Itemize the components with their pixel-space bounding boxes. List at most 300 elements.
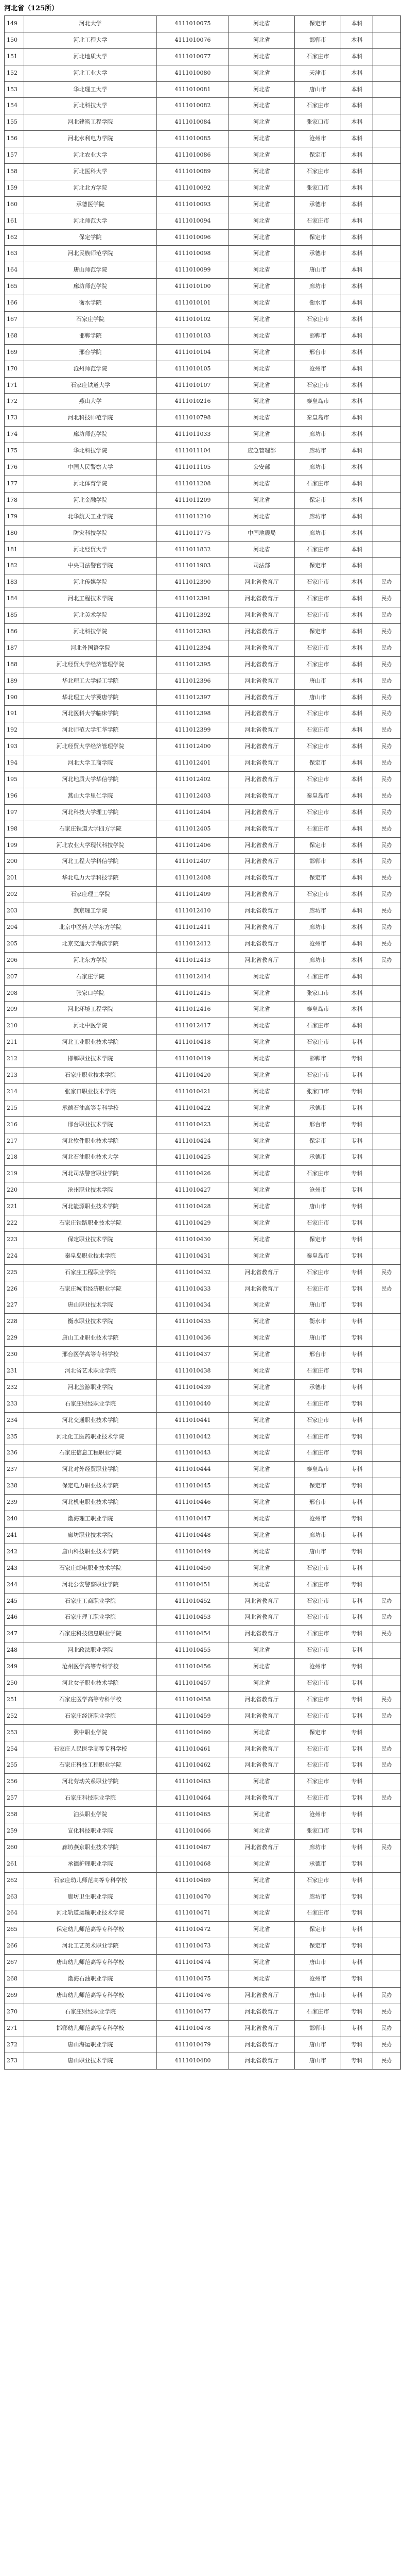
table-row — [5, 526, 401, 542]
note-cell: 民办 — [373, 1988, 401, 2004]
table-row — [5, 690, 401, 706]
table-row — [5, 772, 401, 788]
table-row — [5, 32, 401, 49]
school-code-cell: 4111011832 — [157, 542, 229, 558]
row-number-cell: 189 — [5, 673, 24, 689]
school-code-cell: 4111010096 — [157, 230, 229, 246]
table-row — [5, 427, 401, 443]
note-cell — [373, 1314, 401, 1330]
table-row — [5, 2021, 401, 2037]
level-cell: 本科 — [341, 82, 373, 98]
school-code-cell: 4111010075 — [157, 16, 229, 32]
level-cell: 专科 — [341, 1248, 373, 1264]
location-cell: 石家庄市 — [295, 969, 341, 985]
location-cell: 保定市 — [295, 147, 341, 163]
level-cell: 本科 — [341, 361, 373, 377]
row-number-cell: 201 — [5, 870, 24, 886]
row-number-cell: 183 — [5, 574, 24, 590]
row-number-cell: 187 — [5, 640, 24, 656]
table-row — [5, 739, 401, 755]
table-row — [5, 213, 401, 230]
authority-cell: 河北省 — [229, 1955, 295, 1971]
level-cell: 专科 — [341, 1544, 373, 1560]
note-cell — [373, 1330, 401, 1346]
authority-cell: 河北省 — [229, 1889, 295, 1905]
note-cell: 民办 — [373, 1840, 401, 1856]
row-number-cell: 159 — [5, 180, 24, 196]
row-number-cell: 192 — [5, 722, 24, 738]
school-name-cell: 河北北方学院 — [24, 180, 157, 196]
note-cell: 民办 — [373, 574, 401, 590]
location-cell: 石家庄市 — [295, 722, 341, 738]
authority-cell: 河北省 — [229, 246, 295, 262]
level-cell: 专科 — [341, 1692, 373, 1708]
row-number-cell: 225 — [5, 1265, 24, 1281]
authority-cell: 河北省 — [229, 345, 295, 361]
school-name-cell: 河北医科大学 — [24, 164, 157, 180]
location-cell: 秦皇岛市 — [295, 1462, 341, 1478]
location-cell: 石家庄市 — [295, 607, 341, 623]
authority-cell: 河北省 — [229, 197, 295, 213]
authority-cell: 河北省教育厅 — [229, 936, 295, 952]
level-cell: 专科 — [341, 1988, 373, 2004]
row-number-cell: 197 — [5, 805, 24, 821]
authority-cell: 河北省教育厅 — [229, 624, 295, 640]
school-code-cell: 4111010798 — [157, 410, 229, 426]
school-name-cell: 唐山职业技术学院 — [24, 2053, 157, 2069]
authority-cell: 河北省教育厅 — [229, 657, 295, 673]
level-cell: 专科 — [341, 1955, 373, 1971]
authority-cell: 河北省教育厅 — [229, 2004, 295, 2020]
level-cell: 专科 — [341, 1182, 373, 1198]
note-cell: 民办 — [373, 722, 401, 738]
level-cell: 专科 — [341, 1067, 373, 1083]
school-name-cell: 沧州职业技术学院 — [24, 1182, 157, 1198]
authority-cell: 河北省 — [229, 1445, 295, 1461]
note-cell — [373, 295, 401, 311]
row-number-cell: 245 — [5, 1594, 24, 1609]
school-code-cell: 4111010434 — [157, 1297, 229, 1313]
school-code-cell: 4111010460 — [157, 1725, 229, 1741]
school-name-cell: 河北民族师范学院 — [24, 246, 157, 262]
school-code-cell: 4111010107 — [157, 378, 229, 394]
level-cell: 专科 — [341, 1215, 373, 1231]
school-code-cell: 4111010480 — [157, 2053, 229, 2069]
location-cell: 廊坊市 — [295, 460, 341, 476]
school-code-cell: 4111010089 — [157, 164, 229, 180]
school-name-cell: 石家庄财经职业学院 — [24, 2004, 157, 2020]
row-number-cell: 220 — [5, 1182, 24, 1198]
note-cell — [373, 1182, 401, 1198]
location-cell: 石家庄市 — [295, 1577, 341, 1593]
school-name-cell: 邯郸职业技术学院 — [24, 1051, 157, 1067]
row-number-cell: 244 — [5, 1577, 24, 1593]
authority-cell: 中国地震局 — [229, 526, 295, 541]
note-cell — [373, 1396, 401, 1412]
level-cell: 专科 — [341, 1823, 373, 1839]
level-cell: 本科 — [341, 410, 373, 426]
level-cell: 本科 — [341, 32, 373, 48]
row-number-cell: 162 — [5, 230, 24, 246]
location-cell: 张家口市 — [295, 1084, 341, 1100]
school-name-cell: 河北工程大学科信学院 — [24, 854, 157, 870]
note-cell — [373, 410, 401, 426]
note-cell — [373, 1938, 401, 1954]
row-number-cell: 208 — [5, 986, 24, 1002]
authority-cell: 河北省 — [229, 1922, 295, 1938]
school-name-cell: 河北经贸大学 — [24, 542, 157, 558]
note-cell — [373, 1297, 401, 1313]
school-name-cell: 石家庄城市经济职业学院 — [24, 1281, 157, 1297]
table-row — [5, 1790, 401, 1807]
school-code-cell: 4111010458 — [157, 1692, 229, 1708]
authority-cell: 河北省 — [229, 1117, 295, 1133]
authority-cell: 河北省 — [229, 1642, 295, 1658]
school-code-cell: 4111010476 — [157, 1988, 229, 2004]
level-cell: 本科 — [341, 574, 373, 590]
authority-cell: 河北省教育厅 — [229, 722, 295, 738]
location-cell: 保定市 — [295, 1232, 341, 1248]
row-number-cell: 261 — [5, 1856, 24, 1872]
school-name-cell: 保定学院 — [24, 230, 157, 246]
level-cell: 专科 — [341, 1084, 373, 1100]
authority-cell: 河北省 — [229, 1166, 295, 1182]
school-code-cell: 4111010468 — [157, 1856, 229, 1872]
location-cell: 廊坊市 — [295, 1528, 341, 1544]
location-cell: 石家庄市 — [295, 1413, 341, 1429]
location-cell: 唐山市 — [295, 1988, 341, 2004]
table-row — [5, 1380, 401, 1396]
level-cell: 专科 — [341, 2037, 373, 2053]
location-cell: 衡水市 — [295, 295, 341, 311]
location-cell: 石家庄市 — [295, 591, 341, 607]
row-number-cell: 258 — [5, 1807, 24, 1823]
page-title: 河北省（125所） — [4, 5, 59, 12]
note-cell: 民办 — [373, 690, 401, 706]
note-cell — [373, 180, 401, 196]
row-number-cell: 206 — [5, 953, 24, 969]
note-cell — [373, 1117, 401, 1133]
authority-cell: 河北省教育厅 — [229, 1626, 295, 1642]
row-number-cell: 216 — [5, 1117, 24, 1133]
table-row — [5, 1413, 401, 1429]
level-cell: 本科 — [341, 640, 373, 656]
note-cell: 民办 — [373, 2053, 401, 2069]
school-code-cell: 4111012405 — [157, 821, 229, 837]
level-cell: 专科 — [341, 1840, 373, 1856]
row-number-cell: 180 — [5, 526, 24, 541]
row-number-cell: 255 — [5, 1757, 24, 1773]
authority-cell: 河北省 — [229, 378, 295, 394]
school-code-cell: 4111010439 — [157, 1380, 229, 1396]
note-cell — [373, 16, 401, 32]
note-cell — [373, 1495, 401, 1511]
level-cell: 专科 — [341, 1708, 373, 1724]
location-cell: 沧州市 — [295, 361, 341, 377]
school-code-cell: 4111010456 — [157, 1659, 229, 1675]
school-name-cell: 衡水学院 — [24, 295, 157, 311]
location-cell: 保定市 — [295, 624, 341, 640]
table-row — [5, 1215, 401, 1232]
row-number-cell: 168 — [5, 328, 24, 344]
table-row — [5, 312, 401, 328]
location-cell: 石家庄市 — [295, 1692, 341, 1708]
school-name-cell: 河北女子职业技术学院 — [24, 1675, 157, 1691]
school-code-cell: 4111011208 — [157, 476, 229, 492]
table-row — [5, 1018, 401, 1035]
level-cell: 本科 — [341, 65, 373, 81]
school-code-cell: 4111010451 — [157, 1577, 229, 1593]
level-cell: 专科 — [341, 1873, 373, 1889]
school-name-cell: 唐山师范学院 — [24, 262, 157, 278]
table-row — [5, 1905, 401, 1922]
level-cell: 本科 — [341, 1002, 373, 1018]
authority-cell: 河北省 — [229, 1478, 295, 1494]
school-name-cell: 保定职业技术学院 — [24, 1232, 157, 1248]
note-cell: 民办 — [373, 591, 401, 607]
row-number-cell: 170 — [5, 361, 24, 377]
table-row — [5, 1659, 401, 1675]
table-row — [5, 476, 401, 493]
authority-cell: 河北省 — [229, 180, 295, 196]
note-cell: 民办 — [373, 755, 401, 771]
authority-cell: 河北省 — [229, 1380, 295, 1396]
authority-cell: 河北省 — [229, 49, 295, 65]
note-cell — [373, 1807, 401, 1823]
note-cell — [373, 476, 401, 492]
school-name-cell: 河北科技学院 — [24, 624, 157, 640]
note-cell — [373, 1067, 401, 1083]
row-number-cell: 173 — [5, 410, 24, 426]
level-cell: 本科 — [341, 821, 373, 837]
row-number-cell: 179 — [5, 509, 24, 525]
table-row — [5, 1741, 401, 1758]
school-code-cell: 4111010469 — [157, 1873, 229, 1889]
level-cell: 本科 — [341, 591, 373, 607]
location-cell: 秦皇岛市 — [295, 410, 341, 426]
row-number-cell: 272 — [5, 2037, 24, 2053]
table-row — [5, 1478, 401, 1495]
authority-cell: 河北省教育厅 — [229, 1594, 295, 1609]
school-code-cell: 4111010470 — [157, 1889, 229, 1905]
school-code-cell: 4111011209 — [157, 493, 229, 509]
row-number-cell: 176 — [5, 460, 24, 476]
school-code-cell: 4111010466 — [157, 1823, 229, 1839]
school-code-cell: 4111010442 — [157, 1429, 229, 1445]
school-code-cell: 4111010467 — [157, 1840, 229, 1856]
authority-cell: 河北省 — [229, 1018, 295, 1034]
row-number-cell: 199 — [5, 838, 24, 854]
table-row — [5, 1199, 401, 1215]
school-code-cell: 4111010465 — [157, 1807, 229, 1823]
school-code-cell: 4111010457 — [157, 1675, 229, 1691]
table-row — [5, 640, 401, 657]
level-cell: 本科 — [341, 953, 373, 969]
table-row — [5, 1166, 401, 1182]
note-cell — [373, 1248, 401, 1264]
row-number-cell: 167 — [5, 312, 24, 328]
level-cell: 本科 — [341, 197, 373, 213]
note-cell: 民办 — [373, 1757, 401, 1773]
authority-cell: 河北省 — [229, 1330, 295, 1346]
school-name-cell: 邯郸幼儿师范高等专科学校 — [24, 2021, 157, 2037]
table-row — [5, 1577, 401, 1594]
level-cell: 专科 — [341, 1478, 373, 1494]
school-code-cell: 4111010077 — [157, 49, 229, 65]
level-cell: 本科 — [341, 838, 373, 854]
note-cell — [373, 1889, 401, 1905]
level-cell: 专科 — [341, 1659, 373, 1675]
school-code-cell: 4111012415 — [157, 986, 229, 1002]
table-row — [5, 1938, 401, 1955]
table-row — [5, 410, 401, 427]
authority-cell: 河北省 — [229, 1413, 295, 1429]
school-code-cell: 4111011105 — [157, 460, 229, 476]
note-cell — [373, 1544, 401, 1560]
school-code-cell: 4111012403 — [157, 788, 229, 804]
level-cell: 专科 — [341, 1314, 373, 1330]
row-number-cell: 228 — [5, 1314, 24, 1330]
table-row — [5, 1561, 401, 1577]
note-cell — [373, 1100, 401, 1116]
row-number-cell: 248 — [5, 1642, 24, 1658]
authority-cell: 河北省 — [229, 1774, 295, 1790]
school-code-cell: 4111011210 — [157, 509, 229, 525]
level-cell: 本科 — [341, 295, 373, 311]
location-cell: 石家庄市 — [295, 98, 341, 114]
location-cell: 石家庄市 — [295, 821, 341, 837]
note-cell — [373, 1642, 401, 1658]
school-name-cell: 廊坊职业技术学院 — [24, 1528, 157, 1544]
location-cell: 石家庄市 — [295, 1626, 341, 1642]
authority-cell: 河北省 — [229, 1248, 295, 1264]
authority-cell: 河北省 — [229, 1725, 295, 1741]
location-cell: 石家庄市 — [295, 1774, 341, 1790]
row-number-cell: 265 — [5, 1922, 24, 1938]
authority-cell: 河北省教育厅 — [229, 1265, 295, 1281]
row-number-cell: 166 — [5, 295, 24, 311]
school-name-cell: 石家庄人民医学高等专科学校 — [24, 1741, 157, 1757]
level-cell: 本科 — [341, 657, 373, 673]
level-cell: 专科 — [341, 1035, 373, 1050]
note-cell — [373, 1725, 401, 1741]
note-cell — [373, 427, 401, 443]
school-name-cell: 石家庄学院 — [24, 969, 157, 985]
note-cell — [373, 986, 401, 1002]
note-cell — [373, 460, 401, 476]
authority-cell: 河北省教育厅 — [229, 640, 295, 656]
row-number-cell: 266 — [5, 1938, 24, 1954]
location-cell: 石家庄市 — [295, 1281, 341, 1297]
school-name-cell: 河北外国语学院 — [24, 640, 157, 656]
authority-cell: 河北省教育厅 — [229, 870, 295, 886]
level-cell: 专科 — [341, 1938, 373, 1954]
authority-cell: 河北省 — [229, 1084, 295, 1100]
note-cell: 民办 — [373, 2004, 401, 2020]
school-name-cell: 河北农业大学 — [24, 147, 157, 163]
school-name-cell: 石家庄工程职业学院 — [24, 1265, 157, 1281]
row-number-cell: 164 — [5, 262, 24, 278]
row-number-cell: 172 — [5, 394, 24, 410]
authority-cell: 河北省 — [229, 1297, 295, 1313]
level-cell: 本科 — [341, 328, 373, 344]
level-cell: 本科 — [341, 49, 373, 65]
school-code-cell: 4111010463 — [157, 1774, 229, 1790]
school-code-cell: 4111012402 — [157, 772, 229, 788]
school-name-cell: 廊坊师范学院 — [24, 427, 157, 443]
table-row — [5, 1232, 401, 1248]
school-name-cell: 唐山职业技术学院 — [24, 1297, 157, 1313]
table-row — [5, 2053, 401, 2070]
school-name-cell: 石家庄邮电职业技术学院 — [24, 1561, 157, 1577]
school-name-cell: 冀中职业学院 — [24, 1725, 157, 1741]
school-code-cell: 4111010092 — [157, 180, 229, 196]
location-cell: 保定市 — [295, 838, 341, 854]
note-cell — [373, 1215, 401, 1231]
school-name-cell: 河北公安警察职业学院 — [24, 1577, 157, 1593]
school-name-cell: 河北大学 — [24, 16, 157, 32]
level-cell: 专科 — [341, 1330, 373, 1346]
school-name-cell: 河北医科大学临床学院 — [24, 706, 157, 722]
school-code-cell: 4111010082 — [157, 98, 229, 114]
school-code-cell: 4111010475 — [157, 1971, 229, 1987]
school-code-cell: 4111010086 — [157, 147, 229, 163]
row-number-cell: 190 — [5, 690, 24, 706]
note-cell — [373, 82, 401, 98]
level-cell: 本科 — [341, 772, 373, 788]
table-row — [5, 1889, 401, 1906]
note-cell — [373, 1955, 401, 1971]
row-number-cell: 153 — [5, 82, 24, 98]
note-cell: 民办 — [373, 1708, 401, 1724]
row-number-cell: 184 — [5, 591, 24, 607]
authority-cell: 河北省 — [229, 1067, 295, 1083]
authority-cell: 河北省教育厅 — [229, 1741, 295, 1757]
authority-cell: 河北省教育厅 — [229, 607, 295, 623]
authority-cell: 河北省教育厅 — [229, 1609, 295, 1625]
table-row — [5, 1873, 401, 1889]
school-name-cell: 河北对外经贸职业学院 — [24, 1462, 157, 1478]
school-code-cell: 4111012410 — [157, 903, 229, 919]
authority-cell: 河北省 — [229, 1215, 295, 1231]
authority-cell: 河北省 — [229, 1396, 295, 1412]
school-name-cell: 河北工业大学 — [24, 65, 157, 81]
row-number-cell: 240 — [5, 1511, 24, 1527]
authority-cell: 河北省 — [229, 1528, 295, 1544]
location-cell: 石家庄市 — [295, 1445, 341, 1461]
row-number-cell: 262 — [5, 1873, 24, 1889]
authority-cell: 河北省教育厅 — [229, 706, 295, 722]
table-row — [5, 1297, 401, 1314]
school-name-cell: 石家庄财经职业学院 — [24, 1396, 157, 1412]
school-code-cell: 4111010454 — [157, 1626, 229, 1642]
level-cell: 专科 — [341, 1774, 373, 1790]
location-cell: 廊坊市 — [295, 509, 341, 525]
row-number-cell: 231 — [5, 1363, 24, 1379]
note-cell — [373, 1659, 401, 1675]
row-number-cell: 227 — [5, 1297, 24, 1313]
level-cell: 专科 — [341, 2004, 373, 2020]
location-cell: 唐山市 — [295, 262, 341, 278]
authority-cell: 河北省 — [229, 32, 295, 48]
level-cell: 本科 — [341, 180, 373, 196]
level-cell: 专科 — [341, 1889, 373, 1905]
table-row — [5, 1774, 401, 1790]
school-code-cell: 4111010430 — [157, 1232, 229, 1248]
note-cell — [373, 65, 401, 81]
table-row — [5, 180, 401, 197]
note-cell — [373, 328, 401, 344]
